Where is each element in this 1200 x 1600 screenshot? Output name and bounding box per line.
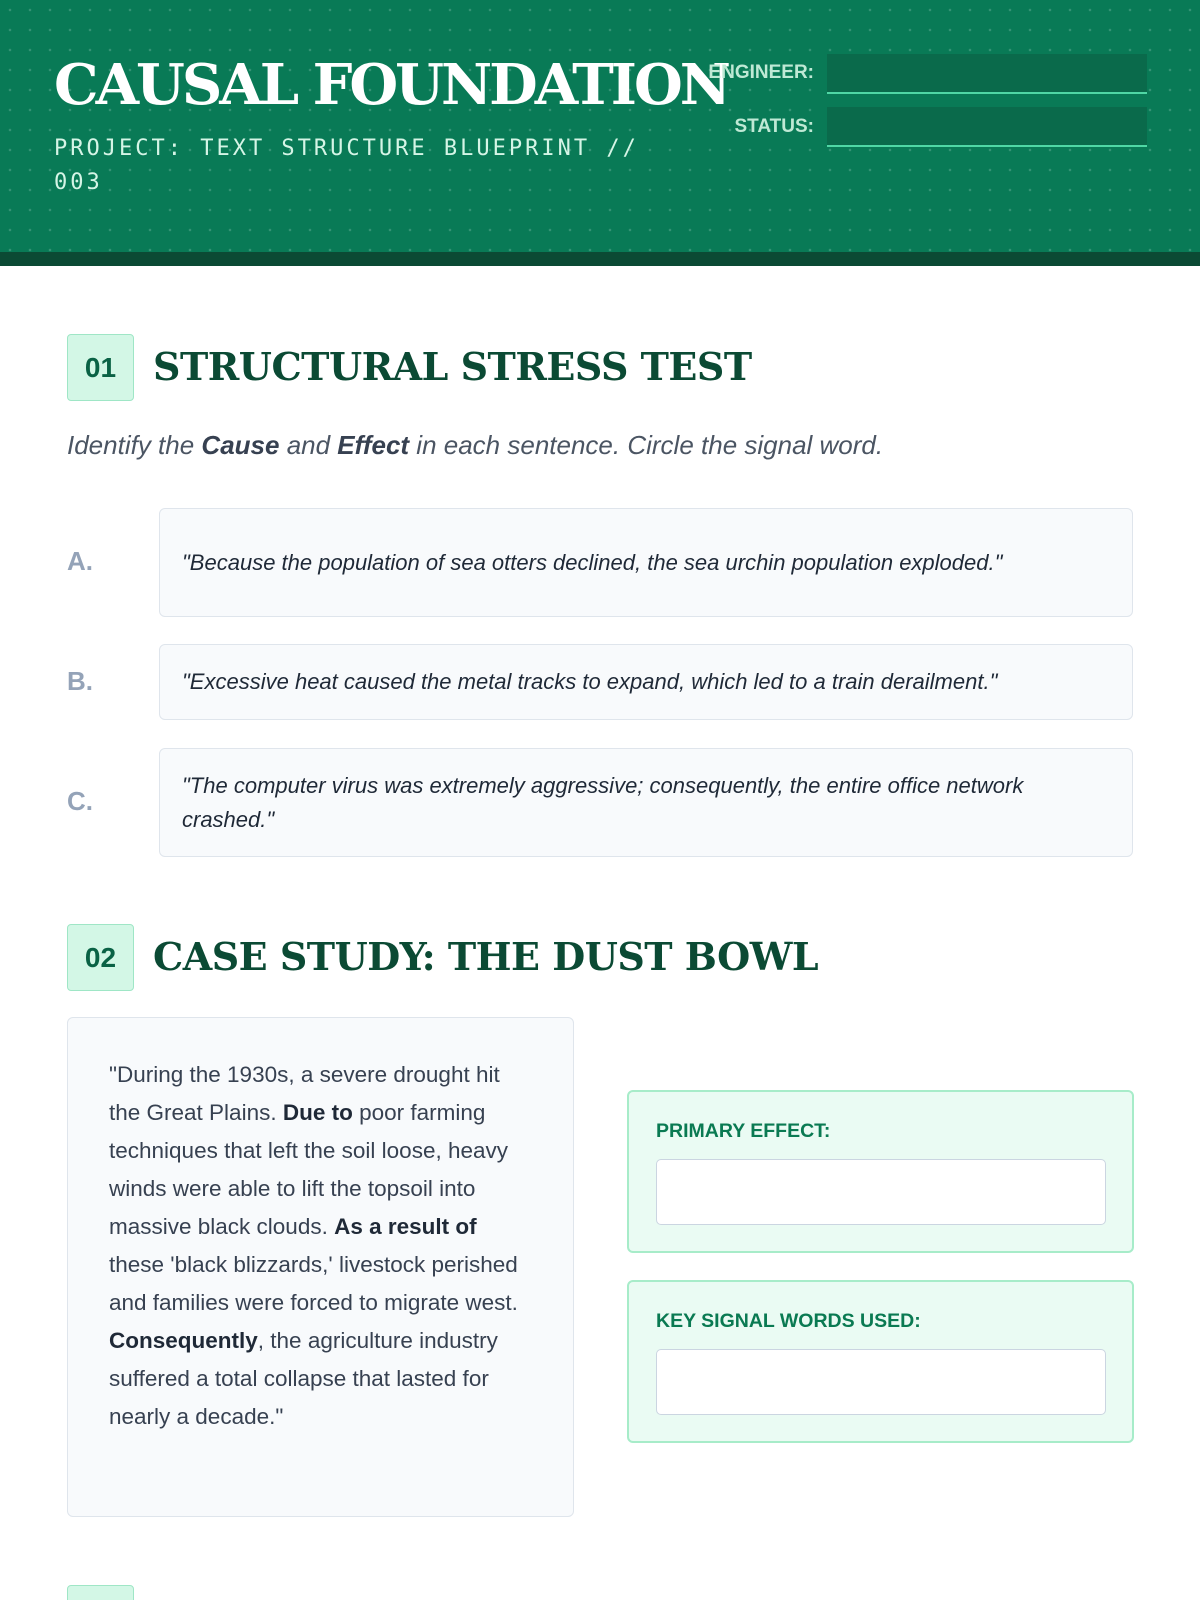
section-1-number: 01 — [67, 334, 134, 401]
signal-words-input[interactable] — [656, 1349, 1106, 1415]
case-study-passage: "During the 1930s, a severe drought hit the Great Plains. Due to poor farming techniques that left the soil loose, heavy winds were able to lift the topsoil into massive black clouds. As a result of these 'black blizzards,' livestock perished and families were forced to migrate west. Consequently, the agriculture industry suffered a total collapse that lasted for nearly a decade." — [67, 1017, 574, 1517]
primary-effect-label: PRIMARY EFFECT: — [656, 1120, 831, 1142]
worksheet-title: CAUSAL FOUNDATION — [54, 52, 728, 118]
item-b-letter: B. — [67, 666, 93, 696]
status-label: STATUS: — [734, 116, 814, 137]
item-c-sentence: "The computer virus was extremely aggressive; consequently, the entire office network crashed." — [159, 748, 1133, 857]
primary-effect-card — [627, 1090, 1134, 1253]
item-c-letter: C. — [67, 786, 93, 816]
primary-effect-input[interactable] — [656, 1159, 1106, 1225]
section-1-title: STRUCTURAL STRESS TEST — [153, 344, 752, 389]
section-3-number — [67, 1585, 134, 1600]
item-a-letter: A. — [67, 546, 93, 576]
worksheet-header — [0, 0, 1200, 252]
engineer-field[interactable] — [827, 54, 1147, 94]
item-b-sentence: "Excessive heat caused the metal tracks to expand, which led to a train derailment." — [159, 644, 1133, 720]
header-divider — [0, 252, 1200, 266]
section-2-number: 02 — [67, 924, 134, 991]
section-1-instructions: Identify the Cause and Effect in each sentence. Circle the signal word. — [67, 430, 884, 460]
engineer-label: ENGINEER: — [708, 62, 814, 83]
section-2-title: CASE STUDY: THE DUST BOWL — [153, 934, 819, 979]
signal-words-card — [627, 1280, 1134, 1443]
item-a-sentence: "Because the population of sea otters declined, the sea urchin population exploded." — [159, 508, 1133, 617]
status-field[interactable] — [827, 107, 1147, 147]
worksheet-subtitle: PROJECT: TEXT STRUCTURE BLUEPRINT // 003 — [54, 136, 639, 195]
signal-words-label: KEY SIGNAL WORDS USED: — [656, 1310, 921, 1332]
